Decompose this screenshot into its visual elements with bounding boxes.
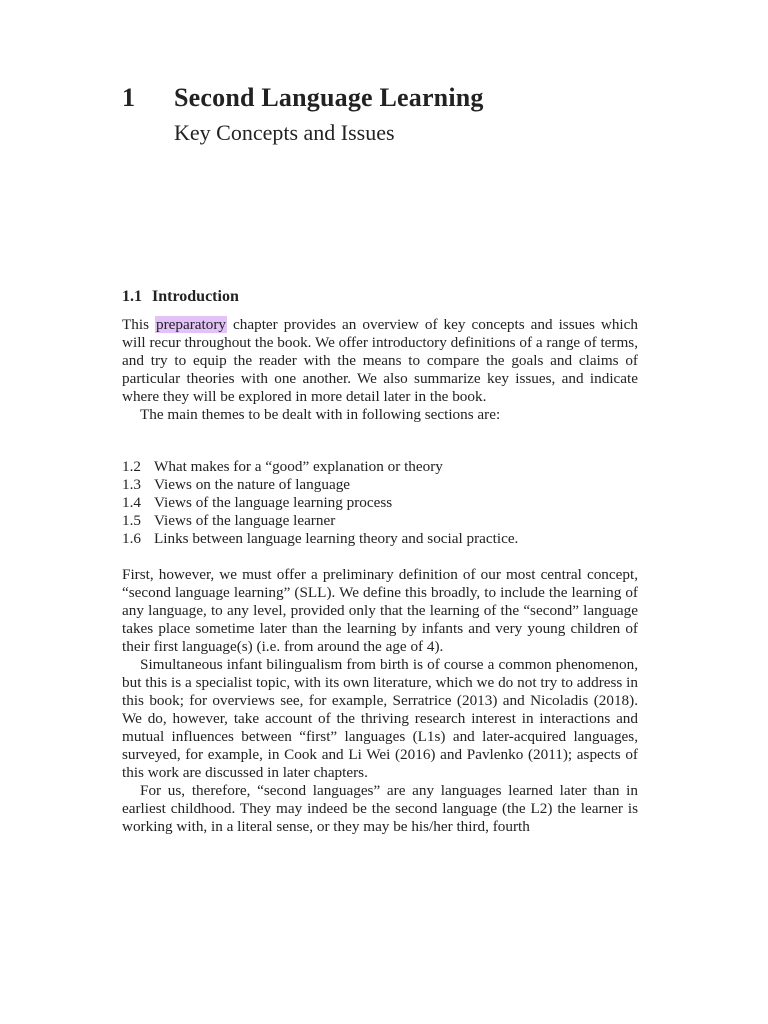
intro-text-before: This [122,316,156,333]
highlighted-word[interactable]: preparatory [156,316,227,333]
chapter-title-line [122,82,682,114]
list-item-number: 1.4 [122,494,141,511]
bilingualism-paragraph: Simultaneous infant bilingualism from birth is of course a common phenomenon, but this is a specialist topic, with its own literature, which we do not try to address in this book; for overviews see, for example, Serratrice (2013) and Nicoladis (2018). We do, however, take account of the thriving research interest in interactions and mutual influences between “first” languages (L1s) and later-acquired languages, surveyed, for example, in Cook and Li Wei (2016) and Pavlenko (2011); aspects of this work are discussed in later chapters. [122,656,638,781]
list-item [122,530,638,548]
list-item [122,512,638,530]
list-item-label: Views of the language learner [154,512,336,529]
section-title: Introduction [152,288,239,305]
intro-paragraph [122,316,638,406]
list-item-label: Links between language learning theory and social practice. [154,530,519,547]
list-item-label: What makes for a “good” explanation or theory [154,458,443,475]
chapter-title: Second Language Learning [174,83,484,112]
second-languages-paragraph: For us, therefore, “second languages” are any languages learned later than in earliest childhood. They may indeed be the second language (the L2) the learner is working with, in a literal sense, or they may be his/her third, fourth [122,782,638,835]
chapter-number: 1 [122,83,136,112]
list-item [122,476,638,494]
list-item [122,494,638,512]
list-item-number: 1.5 [122,512,141,529]
definition-paragraph: First, however, we must offer a preliminary definition of our most central concept, “second language learning” (SLL). We define this broadly, to include the learning of any language, to any level, provided only that the learning of the “second” language takes place sometime later than the learning by infants and very young children of their first language(s) (i.e. from around the age of 4). [122,566,638,655]
section-number: 1.1 [122,288,142,305]
list-item [122,458,638,476]
list-item-number: 1.3 [122,476,141,493]
list-item-number: 1.6 [122,530,141,547]
list-item-label: Views on the nature of language [154,476,351,493]
themes-list [122,458,638,548]
intro-text-after: chapter provides an overview of key concepts and issues which will recur throughout the book. We offer introductory definitions of a range of terms, and try to equip the reader with the means to compare the goals and claims of particular theories with one another. We also summarize key issues, and indicate where they will be explored in more detail later in the book. [122,316,638,405]
main-body [122,566,638,836]
intro-block [122,316,638,424]
list-item-label: Views of the language learning process [154,494,393,511]
list-item-number: 1.2 [122,458,141,475]
chapter-heading [122,82,682,148]
themes-intro-paragraph: The main themes to be dealt with in following sections are: [140,406,501,423]
chapter-subtitle: Key Concepts and Issues [174,120,395,145]
section-heading [122,286,239,308]
